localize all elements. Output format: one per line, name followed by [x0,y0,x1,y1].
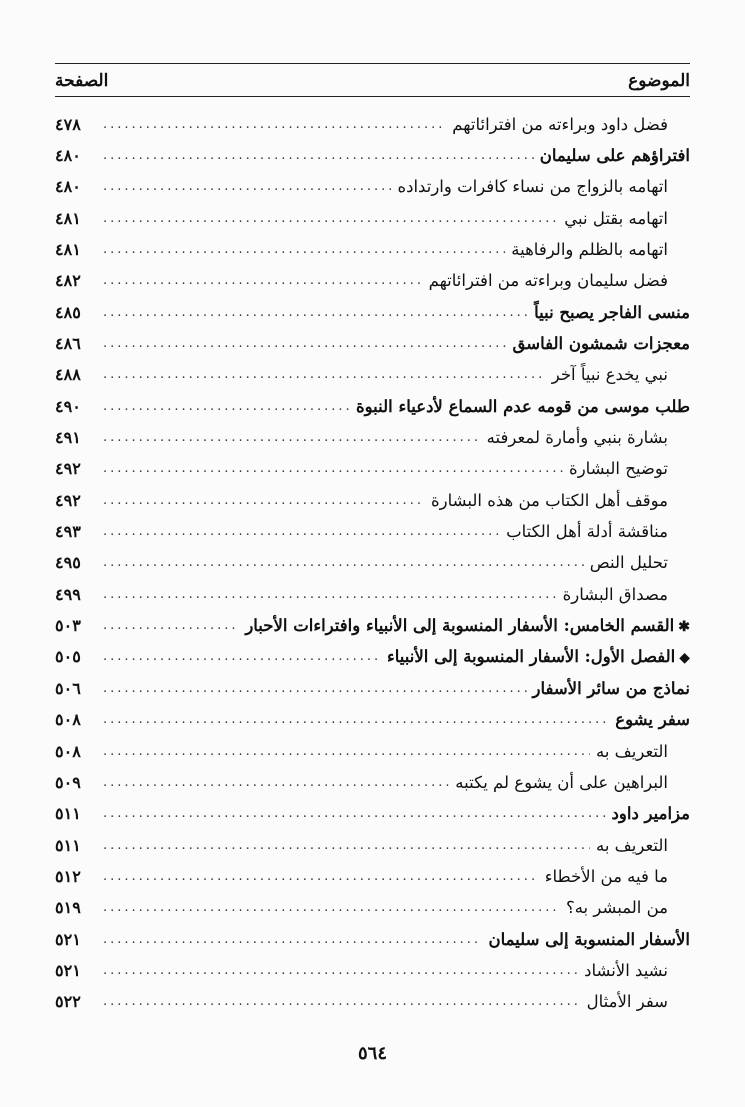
toc-header [55,68,690,94]
toc-entry-title [534,146,690,165]
toc-entry [55,202,690,234]
toc-entry [55,986,690,1018]
toc-entry-page: ٥١١ [55,835,81,855]
dot-leader [103,179,391,194]
toc-entry-page: ٤٨١ [55,208,81,228]
toc-entry-text: افتراؤهم على سليمان [539,145,690,165]
toc-entry-page: ٤٩٠ [55,396,81,416]
toc-entry-text: بشارة بنبي وأمارة لمعرفته [486,428,668,447]
toc-entry [55,265,690,297]
page-column-label: الصفحة [55,71,109,91]
toc-entry-title [558,209,690,228]
page-number: ٥٦٤ [357,1043,387,1064]
toc-entry-page: ٤٨٠ [55,177,81,197]
dot-leader [103,838,590,853]
toc-entry-title [423,271,690,290]
toc-entry [55,390,690,422]
toc-entry [55,923,690,955]
toc-entry-text: مناقشة أدلة أهل الكتاب [506,522,668,542]
toc-entry [55,672,690,704]
dot-leader [103,900,560,915]
dot-leader [103,681,527,696]
toc-entry-title [482,930,690,949]
dot-leader [103,430,481,445]
toc-entry-text: اتهامه بقتل نبي [564,208,668,228]
toc-entry-text: مصداق البشارة [562,584,668,604]
toc-entry-page: ٥٠٨ [55,710,81,730]
dot-leader [103,744,590,759]
toc-entry-title [584,553,690,572]
dot-leader [103,211,558,226]
dot-leader [103,869,539,884]
dot-leader [103,117,446,132]
dot-leader [103,273,423,288]
toc-entry-page: ٥٢١ [55,929,81,949]
toc-entry-title [239,616,690,635]
diamond-icon: ◆ [679,650,690,667]
toc-entry-page: ٥٠٥ [55,647,81,667]
toc-entry-page: ٤٨٢ [55,271,81,291]
toc-entry-title [563,459,690,478]
toc-entry-page: ٤٩٢ [55,459,81,479]
toc-entry [55,327,690,359]
toc-entry-title [578,961,690,980]
toc-entry-page: ٥١١ [55,804,81,824]
topic-column-label: الموضوع [628,71,690,91]
toc-entry [55,704,690,736]
dot-leader [103,555,584,570]
dot-leader [103,242,505,257]
dot-leader [103,336,507,351]
toc-entry-text: موقف أهل الكتاب من هذه البشارة [431,490,668,510]
toc-entry [55,641,690,673]
toc-entry-title [609,710,690,729]
asterisk-icon: ✱ [678,619,690,636]
dot-leader [103,932,482,947]
toc-entry-title [590,836,690,855]
toc-entry-page: ٥٠٦ [55,678,81,698]
toc-entry-text: سفر الأمثال [586,992,668,1012]
toc-entry-page: ٥٠٩ [55,772,81,792]
dot-leader [103,461,563,476]
dot-leader [103,649,381,664]
toc-entry-text: منسى الفاجر يصبح نبياً [534,302,690,322]
toc-entry-title [528,303,690,322]
toc-entry [55,233,690,265]
toc-entry-page: ٥١٢ [55,866,81,886]
toc-entry [55,860,690,892]
toc-entry-text: القسم الخامس: الأسفار المنسوبة إلى الأنبياء وافتراءات الأحبار [245,616,675,636]
toc-entry [55,578,690,610]
toc-entry-text: اتهامه بالظلم والرفاهية [511,239,668,259]
dot-leader [103,399,350,414]
toc-entry [55,484,690,516]
dot-leader [103,524,500,539]
toc-entry-text: تحليل النص [589,553,668,573]
toc-entry-page: ٥١٩ [55,898,81,918]
toc-entry [55,422,690,454]
toc-entry-text: طلب موسى من قومه عدم السماع لأدعياء النبوة [355,396,690,416]
toc-entry-page: ٤٩١ [55,428,81,447]
toc-entry-page: ٥٠٨ [55,741,81,761]
header-bottom-rule [55,96,690,97]
toc-entry [55,139,690,171]
toc-entry [55,892,690,924]
toc-entry-text: نبي يخدع نبياً آخر [551,365,668,385]
toc-entry [55,171,690,203]
toc-entry-text: الأسفار المنسوبة إلى سليمان [488,929,690,949]
toc-entry [55,735,690,767]
toc-entry-text: فضل سليمان وبراءته من افترائاتهم [428,271,668,291]
toc-entry [55,108,690,140]
toc-entry [55,296,690,328]
dot-leader [103,806,606,821]
toc-entry-text: ما فيه من الأخطاء [544,866,668,886]
toc-entry-text: من المبشر به؟ [565,898,668,918]
dot-leader [103,994,581,1009]
toc-entry-title [539,867,690,886]
toc-entry-page: ٤٩٥ [55,553,81,573]
toc-entry-text: التعريف به [595,835,668,855]
toc-entry-title [505,240,690,259]
dot-leader [103,775,449,790]
toc-entry-text: البراهين على أن يشوع لم يكتبه [455,772,668,792]
toc-entry-page: ٤٧٨ [55,114,81,134]
toc-entry-page: ٤٩٩ [55,584,81,604]
toc-entry [55,798,690,830]
toc-entry-text: توضيح البشارة [569,459,668,479]
dot-leader [103,305,528,320]
toc-entry [55,766,690,798]
toc-entry-page: ٤٨٥ [55,302,81,322]
toc-entry-text: سفر يشوع [615,710,690,730]
toc-entry-text: الفصل الأول: الأسفار المنسوبة إلى الأنبياء [387,647,676,667]
toc-entry-page: ٥٢١ [55,960,81,980]
toc-entry [55,547,690,579]
dot-leader [103,493,425,508]
toc-entry-title [446,115,690,134]
toc-entry-page: ٤٨١ [55,239,81,259]
toc-entry-page: ٥٠٣ [55,616,81,636]
toc-entry-page: ٤٩٣ [55,522,81,542]
toc-entry-page: ٥٢٢ [55,992,81,1012]
toc-entry-text: نماذج من سائر الأسفار [532,678,690,698]
toc-entry-title [590,742,690,761]
toc-entry [55,610,690,642]
toc-entry-page: ٤٨٦ [55,333,81,353]
toc-entry-text: اتهامه بالزواج من نساء كافرات وارتداده [397,177,668,197]
toc-entry-title [507,334,690,353]
toc-entry-title [560,898,690,917]
toc-entry-title [425,491,690,510]
toc-entry [55,516,690,548]
toc-entry-page: ٤٨٠ [55,145,81,165]
toc-entry-title [581,992,690,1011]
toc-entry-title [546,365,690,384]
header-top-rule [55,63,690,64]
toc-entry-title [391,177,690,196]
toc-entry [55,954,690,986]
toc-entry-page: ٤٩٢ [55,490,81,510]
toc-entry-text: مزامير داود [611,804,690,824]
dot-leader [103,148,534,163]
toc-entry-text: التعريف به [595,741,668,761]
toc-entry-text: نشيد الأنشاد [584,960,668,980]
toc-entry-text: فضل داود وبراءته من افترائاتهم [452,114,668,134]
dot-leader [103,587,557,602]
toc-entry [55,359,690,391]
dot-leader [103,963,578,978]
toc-entry-text: معجزات شمشون الفاسق [512,333,690,353]
toc-entry-title [557,585,690,604]
toc-entry-page: ٤٨٨ [55,365,81,385]
toc-entry-title [381,647,690,666]
dot-leader [103,618,239,633]
toc-entry-title [449,773,690,792]
toc-entry [55,453,690,485]
dot-leader [103,712,609,727]
toc-entry-title [527,679,691,698]
toc-entry-title [500,522,690,541]
toc-entry [55,829,690,861]
toc-entry-title [481,428,690,447]
dot-leader [103,367,546,382]
toc-entry-title [606,804,690,823]
toc-entry-title [350,397,690,416]
